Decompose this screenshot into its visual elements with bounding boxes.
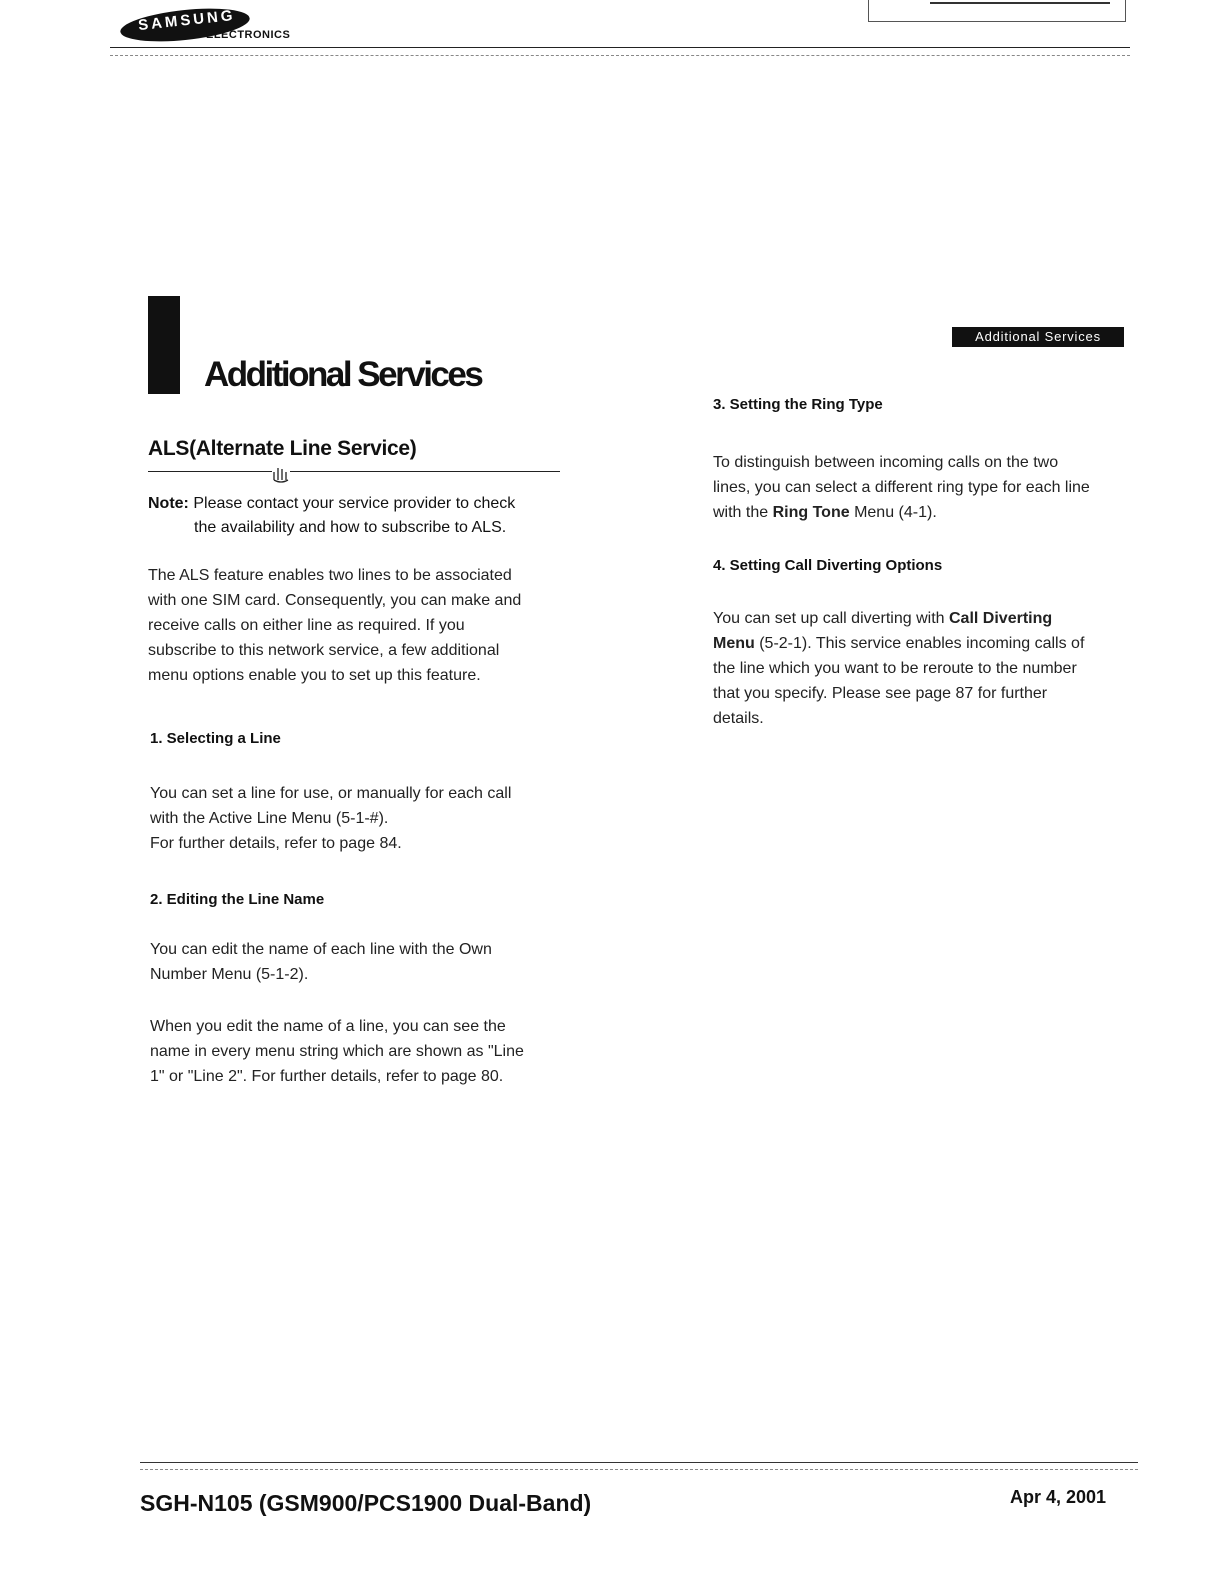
text-line: You can set a line for use, or manually for each call: [150, 785, 512, 802]
text-line: name in every menu string which are shown as "Line: [150, 1043, 524, 1060]
text-run: with the: [713, 504, 773, 521]
text-line: For further details, refer to page 84.: [150, 835, 402, 852]
logo-subtitle: ELECTRONICS: [206, 29, 291, 41]
text-run: (5-2-1). This service enables incoming calls of: [754, 635, 1085, 652]
text-line: lines, you can select a different ring type for each line: [713, 479, 1090, 496]
section-1-paragraph: [150, 781, 570, 856]
text-line: You can edit the name of each line with the Own: [150, 941, 492, 958]
als-heading: ALS(Alternate Line Service): [148, 437, 417, 460]
als-intro-paragraph: [148, 563, 568, 688]
section-tag: Additional Services: [952, 327, 1124, 347]
text-line: To distinguish between incoming calls on the two: [713, 454, 1059, 471]
pointing-hand-icon: [268, 464, 294, 484]
menu-word: Menu: [713, 635, 755, 652]
note-block: [148, 492, 568, 540]
text-line: receive calls on either line as required. If you: [148, 617, 465, 634]
text-line: that you specify. Please see page 87 for further: [713, 685, 1048, 702]
text-line: [713, 606, 1133, 631]
text-line: The ALS feature enables two lines to be associated: [148, 567, 512, 584]
confidential-stamp-rule: [930, 2, 1110, 4]
note-label: Note:: [148, 495, 189, 512]
section-2-paragraph-2: [150, 1014, 570, 1089]
footer-model-name: SGH-N105 (GSM900/PCS1900 Dual-Band): [140, 1490, 592, 1516]
text-line: 1" or "Line 2". For further details, refer to page 80.: [150, 1068, 504, 1085]
footer-date: Apr 4, 2001: [1010, 1487, 1107, 1507]
header-rule-dashed: [110, 55, 1130, 56]
section-4-heading: 4. Setting Call Diverting Options: [713, 557, 943, 574]
text-line: the line which you want to be reroute to the number: [713, 660, 1077, 677]
menu-name-ring-tone: Ring Tone: [772, 504, 850, 521]
footer-rule-dashed: [140, 1469, 1138, 1470]
header-rule: [110, 47, 1130, 48]
als-heading-rule: [148, 471, 560, 472]
text-run: You can set up call diverting with: [713, 610, 949, 627]
section-3-heading: 3. Setting the Ring Type: [713, 396, 883, 413]
section-1-heading: 1. Selecting a Line: [150, 730, 281, 747]
chapter-bar: [148, 296, 180, 394]
footer-rule: [140, 1462, 1138, 1463]
section-3-paragraph: [713, 450, 1133, 525]
text-line: When you edit the name of a line, you can see the: [150, 1018, 506, 1035]
text-line: [713, 500, 1133, 525]
text-line: with one SIM card. Consequently, you can make and: [148, 592, 522, 609]
menu-name-call-diverting: Call Diverting: [949, 610, 1053, 627]
text-line: menu options enable you to set up this feature.: [148, 667, 481, 684]
note-line-2: the availability and how to subscribe to ALS.: [194, 519, 507, 536]
logo-wordmark: SAMSUNG: [137, 6, 237, 35]
text-line: [713, 631, 1133, 656]
text-run: Menu (4-1).: [849, 504, 937, 521]
section-2-heading: 2. Editing the Line Name: [150, 891, 325, 908]
text-line: subscribe to this network service, a few additional: [148, 642, 500, 659]
text-line: Number Menu (5-1-2).: [150, 966, 309, 983]
note-line-1: Please contact your service provider to check: [193, 495, 516, 512]
section-4-paragraph: [713, 606, 1133, 731]
text-line: with the Active Line Menu (5-1-#).: [150, 810, 389, 827]
chapter-title: Additional Services: [204, 355, 482, 394]
text-line: details.: [713, 710, 764, 727]
section-2-paragraph-1: [150, 937, 570, 987]
